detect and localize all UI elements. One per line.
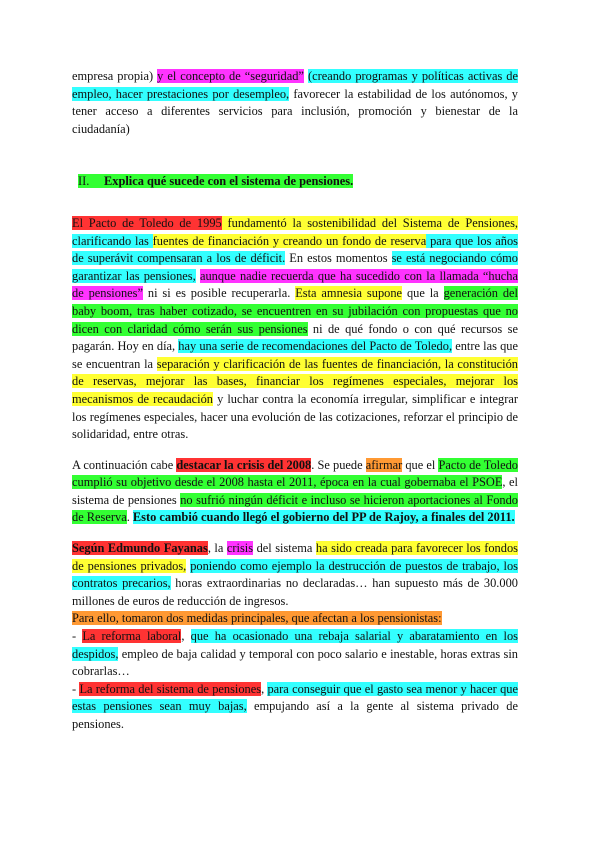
text-span: empleo de baja calidad y temporal con poco salario e inestable, horas extras sin cobrarlas… (72, 646, 518, 679)
highlight-orange: Para ello, tomaron dos medidas principales, que afectan a los pensionistas: (72, 611, 442, 626)
highlight-cyan: clarificando las (72, 233, 153, 248)
text-span: empresa propia) (72, 69, 158, 83)
highlight-orange: afirmar (365, 457, 403, 472)
highlight-green: no sufrió ningún déficit e incluso se hicieron aportaciones al Fondo de Reserva (72, 492, 518, 525)
text-span: , la (207, 541, 227, 556)
text-span: , (261, 681, 268, 696)
highlight-yellow: fuentes de financiación y creando un fondo de reserva (152, 233, 427, 248)
highlight-cyan: (creando programas y políticas activas de empleo, hacer prestaciones por desempleo, (72, 69, 518, 101)
highlight-cyan: poniendo como ejemplo la destrucción de puestos de trabajo, los contratos precarios, (72, 558, 518, 591)
text-span: y luchar contra la economía irregular, simplificar e integrar los regímenes especiales, hacer una evolución de las cotizaciones, reforzar el principio de solidaridad, entre otras. (72, 391, 518, 442)
highlight-yellow: Esta amnesia supone (295, 286, 403, 301)
text-span: favorecer la estabilidad de los autónomos, y tener acceso a diferentes servicios para inclusión, promoción y bienestar de la ciudadanía) (72, 86, 518, 136)
list-item-reforma-laboral (72, 628, 518, 681)
highlight-yellow: fundamentó la sostenibilidad del Sistema de Pensiones, (221, 215, 518, 230)
text-span: horas extraordinarias no declaradas… han supuesto más de 30.000 millones de euros de reducción de ingresos. (72, 576, 518, 608)
highlight-red: La reforma del sistema de pensiones (79, 681, 262, 696)
paragraph-continuation (72, 68, 518, 138)
text-span: - (72, 681, 80, 696)
highlight-cyan: se está negociando cómo garantizar las pensiones, (72, 251, 518, 283)
text-span: que el (402, 457, 439, 472)
highlight-yellow: separación y clarificación de las fuentes de financiación, la constitución de reservas, mejorar las bases, financiar los regímenes especiales, mejorar los mecanismos de recaudación (72, 356, 518, 406)
text-span: A continuación cabe (72, 457, 177, 472)
highlight-cyan: Esto cambió cuando llegó el gobierno del PP de Rajoy, a finales del 2011. (132, 510, 515, 525)
highlight-magenta: y el concepto de “seguridad” (157, 69, 304, 83)
text-span: . Se puede (311, 457, 366, 472)
list-item-reforma-pensiones (72, 681, 518, 734)
highlight-red: La reforma laboral (82, 629, 182, 644)
text-span: entre las que se encuentran la (72, 339, 518, 371)
text-span: del sistema (253, 541, 316, 556)
highlight-cyan: para que los años de superávit compensaran a los de déficit. (72, 233, 519, 266)
text-span: . (126, 510, 133, 525)
highlight-red: Según Edmundo Fayanas (72, 541, 208, 556)
highlight-magenta: crisis (226, 541, 254, 556)
text-span: que la (402, 286, 444, 301)
highlight-magenta: aunque nadie recuerda que ha sucedido con la llamada “hucha de pensiones” (72, 268, 518, 301)
highlight-green: Pacto de Toledo cumplió su objetivo desde el 2008 hasta el 2011, época en la cual gobernaba el PSOE (72, 457, 518, 490)
highlight-green (78, 174, 353, 188)
text-span: ni si es posible recuperarla. (142, 286, 296, 301)
paragraph-crisis-2008 (72, 457, 518, 527)
highlight-yellow: ha sido creada para favorecer los fondos de pensiones privados, (72, 541, 518, 573)
paragraph-pacto-toledo (72, 215, 518, 444)
text-span: empujando así a la gente al sistema privado de pensiones. (72, 699, 518, 731)
text-span: - (72, 629, 83, 644)
paragraph-fayanas (72, 540, 518, 610)
text-span: , (181, 629, 191, 644)
text-span: En estos momentos (285, 251, 392, 266)
paragraph-medidas (72, 610, 518, 628)
heading-text: Explica qué sucede con el sistema de pensiones. (104, 174, 354, 189)
text-span: , el sistema de pensiones (72, 475, 518, 507)
text-span: ni de qué fondo o con qué recursos se pagarán. Hoy en día, (72, 321, 518, 354)
highlight-red: destacar la crisis del 2008 (176, 457, 312, 472)
section-heading (72, 173, 518, 191)
highlight-green: generación del baby boom, tras haber cotizado, se encuentren en su jubilación con propuestas que no dicen con claridad cómo serán sus pensiones (72, 286, 518, 336)
highlight-cyan: que ha ocasionado una rebaja salarial y abaratamiento en los despidos, (72, 629, 518, 661)
highlight-cyan: hay una serie de recomendaciones del Pacto de Toledo, (178, 339, 453, 354)
heading-number: II. (78, 174, 90, 189)
highlight-red: El Pacto de Toledo de 1995 (72, 215, 222, 230)
highlight-cyan: para conseguir que el gasto sea menor y hacer que estas pensiones sean muy bajas, (72, 681, 518, 714)
